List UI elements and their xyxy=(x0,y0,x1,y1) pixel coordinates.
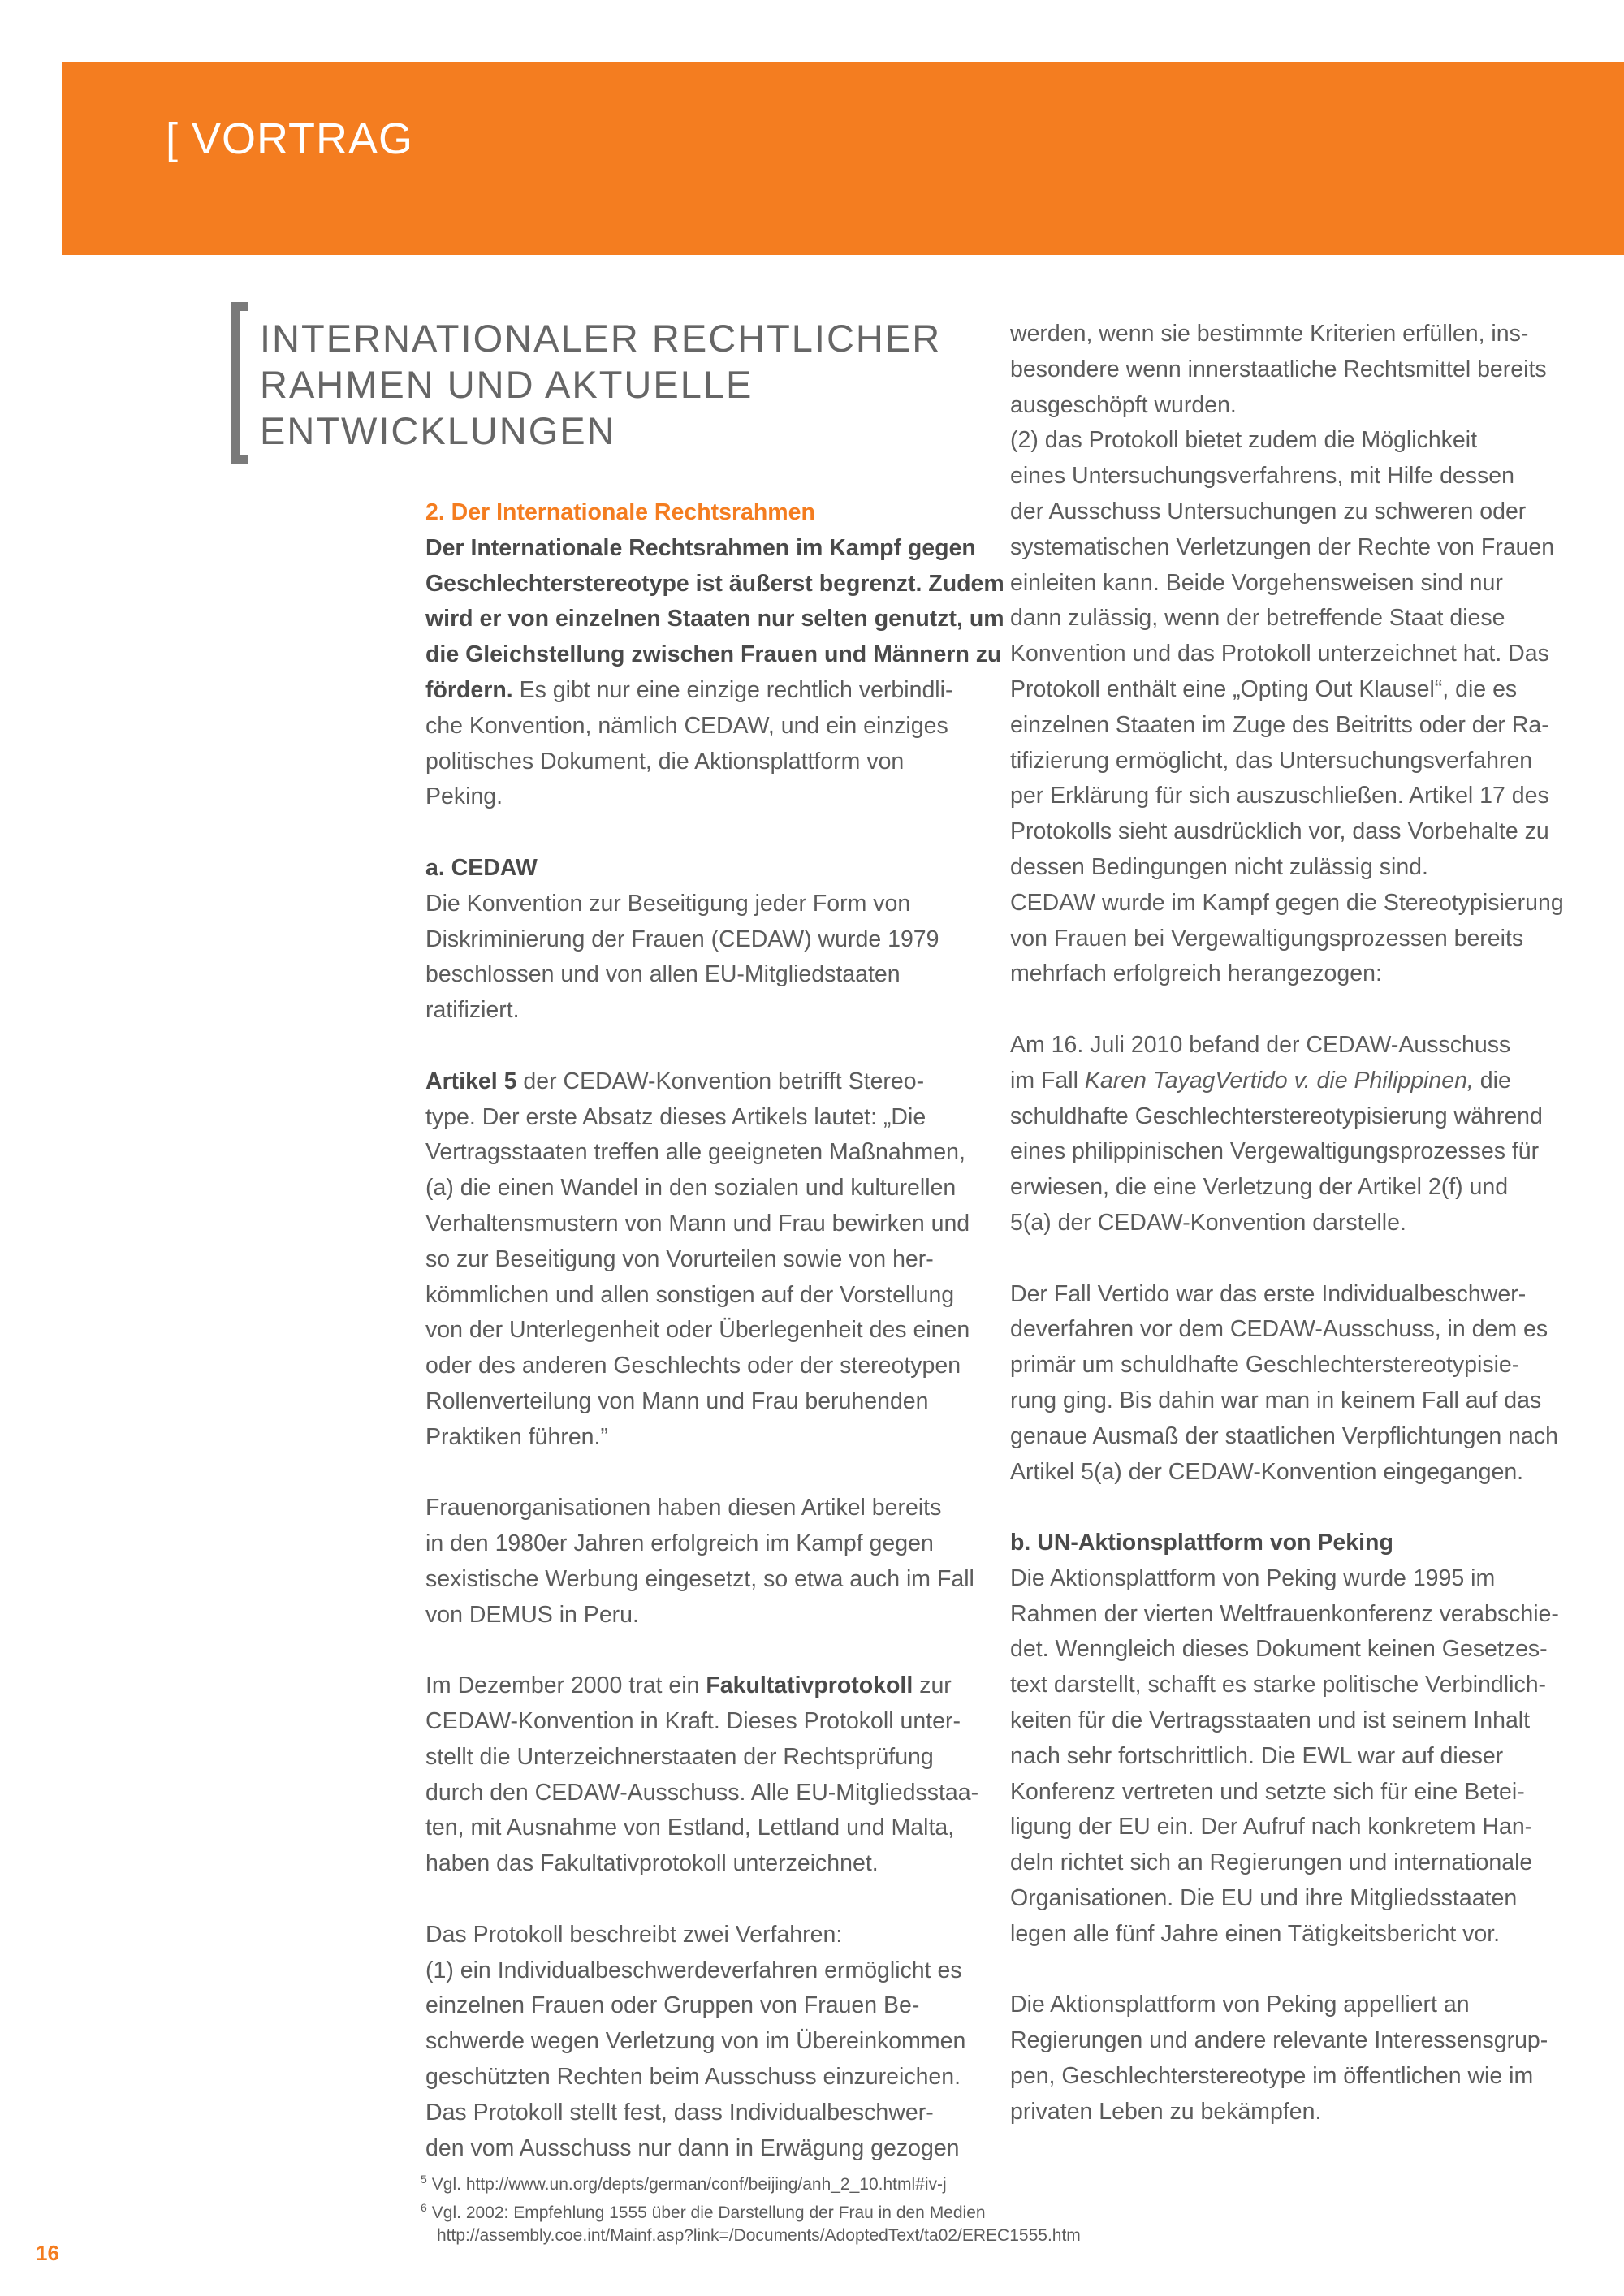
text-line: durch den CEDAW-Ausschuss. Alle EU-Mitgliedsstaa- xyxy=(425,1779,979,1806)
section-title-line: ENTWICKLUNGEN xyxy=(260,409,616,452)
text-line: Der Fall Vertido war das erste Individualbeschwer- xyxy=(1010,1280,1527,1307)
text-line: (a) die einen Wandel in den sozialen und kulturellen xyxy=(425,1175,957,1202)
text-line: haben das Fakultativprotokoll unterzeichnet. xyxy=(425,1850,879,1877)
text-line: Das Protokoll stellt fest, dass Individualbeschwer- xyxy=(425,2099,934,2126)
text-line: geschützten Rechten beim Ausschuss einzureichen. xyxy=(425,2064,961,2091)
text-line: Vertragsstaaten treffen alle geeigneten Maßnahmen, xyxy=(425,1139,965,1166)
text-line: tifizierung ermöglicht, das Untersuchungsverfahren xyxy=(1010,747,1533,774)
text-line: Frauenorganisationen haben diesen Artikel bereits xyxy=(425,1495,942,1521)
text-line: det. Wenngleich dieses Dokument keinen Gesetzes- xyxy=(1010,1636,1548,1663)
footnotes xyxy=(421,2168,1233,2247)
women-orgs-paragraph xyxy=(425,1491,986,1633)
text-line: werden, wenn sie bestimmte Kriterien erfüllen, ins- xyxy=(1010,321,1529,347)
text-line: rung ging. Bis dahin war man in keinem Fall auf das xyxy=(1010,1387,1542,1413)
text-line: zur xyxy=(913,1672,952,1699)
right-column xyxy=(1010,317,1579,2130)
text-line: stellt die Unterzeichnerstaaten der Rechtsprüfung xyxy=(425,1743,934,1770)
peking-paragraph xyxy=(1010,1561,1579,1953)
text-line: eines Untersuchungsverfahrens, mit Hilfe dessen xyxy=(1010,463,1514,490)
text-line: im Fall xyxy=(1010,1067,1085,1094)
text-line: nach sehr fortschrittlich. Die EWL war auf dieser xyxy=(1010,1742,1504,1769)
text-line: mehrfach erfolgreich herangezogen: xyxy=(1010,960,1382,987)
text-line: der Ausschuss Untersuchungen zu schweren oder xyxy=(1010,498,1527,524)
text-line: Der Internationale Rechtsrahmen im Kampf gegen xyxy=(425,534,976,561)
subsection-heading: 2. Der Internationale Rechtsrahmen xyxy=(425,499,815,525)
text-line: Organisationen. Die EU und ihre Mitgliedsstaaten xyxy=(1010,1885,1518,1912)
text-line: ligung der EU ein. Der Aufruf nach konkretem Han- xyxy=(1010,1814,1533,1841)
text-line: Verhaltensmustern von Mann und Frau bewirken und xyxy=(425,1210,970,1236)
text-line: type. Der erste Absatz dieses Artikels lautet: „Die xyxy=(425,1103,926,1130)
text-line: besondere wenn innerstaatliche Rechtsmittel bereits xyxy=(1010,356,1547,382)
text-line: privaten Leben zu bekämpfen. xyxy=(1010,2098,1322,2125)
text-line: einzelnen Staaten im Zuge des Beitritts oder der Ra- xyxy=(1010,711,1549,738)
protocol-procedures-paragraph xyxy=(425,1918,986,2167)
footnote-6 xyxy=(421,2196,1233,2225)
text-line: kömmlichen und allen sonstigen auf der Vorstellung xyxy=(425,1281,955,1308)
text-line: ratifiziert. xyxy=(425,997,520,1024)
footnote-mark: 6 xyxy=(421,2201,427,2214)
text-line: sexistische Werbung eingesetzt, so etwa auch im Fall xyxy=(425,1565,974,1592)
protocol-continued-paragraph xyxy=(1010,317,1579,992)
footnote-5 xyxy=(421,2168,1233,2196)
text-line: dann zulässig, wenn der betreffende Staat diese xyxy=(1010,605,1505,632)
text-line: Geschlechterstereotype ist äußerst begrenzt. Zudem xyxy=(425,570,1004,597)
text-line: einleiten kann. Beide Vorgehensweisen sind nur xyxy=(1010,569,1503,596)
text-line: (2) das Protokoll bietet zudem die Möglichkeit xyxy=(1010,427,1478,454)
text-line: per Erklärung für sich auszuschließen. Artikel 17 des xyxy=(1010,783,1549,809)
text-line: Regierungen und andere relevante Interessensgrup- xyxy=(1010,2027,1548,2054)
text-line: deverfahren vor dem CEDAW-Ausschuss, in dem es xyxy=(1010,1316,1548,1343)
text-line: text darstellt, schafft es starke politische Verbindlich- xyxy=(1010,1672,1547,1698)
intro-paragraph xyxy=(425,531,1004,815)
text-line: genaue Ausmaß der staatlichen Verpflichtungen nach xyxy=(1010,1422,1558,1449)
text-line: von der Unterlegenheit oder Überlegenheit des einen xyxy=(425,1317,970,1344)
footnote-text: Vgl. 2002: Empfehlung 1555 über die Darstellung der Frau in den Medien xyxy=(431,2203,986,2222)
text-line: systematischen Verletzungen der Rechte von Frauen xyxy=(1010,533,1555,560)
footnote-6-url xyxy=(421,2225,1233,2247)
text-line: Artikel 5(a) der CEDAW-Konvention eingegangen. xyxy=(1010,1458,1524,1485)
text-line: schuldhafte Geschlechterstereotypisierung während xyxy=(1010,1103,1543,1129)
text-line: von DEMUS in Peru. xyxy=(425,1601,639,1628)
vertido-first-paragraph xyxy=(1010,1277,1579,1491)
text-line: schwerde wegen Verletzung von im Übereinkommen xyxy=(425,2028,966,2055)
text-line: Protokoll enthält eine „Opting Out Klausel“, die es xyxy=(1010,675,1518,702)
footnote-mark: 5 xyxy=(421,2173,427,2186)
appeal-paragraph xyxy=(1010,1987,1579,2130)
text-line: che Konvention, nämlich CEDAW, und ein einziges xyxy=(425,712,948,739)
text-line: Karen TayagVertido v. die Philippinen, xyxy=(1084,1067,1474,1094)
title-bracket-icon xyxy=(231,302,248,464)
text-line: Rahmen der vierten Weltfrauenkonferenz verabschie- xyxy=(1010,1600,1559,1627)
text-line: (1) ein Individualbeschwerdeverfahren ermöglicht es xyxy=(425,1957,962,1983)
text-line: deln richtet sich an Regierungen und internationale xyxy=(1010,1849,1533,1876)
section-title-line: RAHMEN UND AKTUELLE xyxy=(260,363,754,406)
text-line: legen alle fünf Jahre einen Tätigkeitsbericht vor. xyxy=(1010,1920,1501,1947)
text-line: Es gibt nur eine einzige rechtlich verbindli- xyxy=(512,676,953,703)
header-label: [ VORTRAG xyxy=(166,114,414,163)
text-line: Die Konvention zur Beseitigung jeder Form von xyxy=(425,890,911,917)
text-line: Im Dezember 2000 trat ein xyxy=(425,1672,706,1699)
text-line: Die Aktionsplattform von Peking wurde 1995 im xyxy=(1010,1564,1496,1591)
text-line: keiten für die Vertragsstaaten und ist seinem Inhalt xyxy=(1010,1707,1531,1734)
text-line: erwiesen, die eine Verletzung der Artikel 2(f) und xyxy=(1010,1174,1509,1201)
text-line: Konvention und das Protokoll unterzeichnet hat. Das xyxy=(1010,641,1549,667)
section-title xyxy=(260,315,974,454)
footnote-link[interactable]: Vgl. http://www.un.org/depts/german/conf/beijing/anh_2_10.html#iv-j xyxy=(431,2175,947,2194)
text-line: beschlossen und von allen EU-Mitgliedstaaten xyxy=(425,961,901,988)
text-line: einzelnen Frauen oder Gruppen von Frauen Be- xyxy=(425,1992,920,2019)
vertido-case-paragraph xyxy=(1010,1028,1579,1241)
text-line: dessen Bedingungen nicht zulässig sind. xyxy=(1010,853,1428,880)
text-line: Praktiken führen.” xyxy=(425,1423,608,1450)
text-line: Rollenverteilung von Mann und Frau beruhenden xyxy=(425,1388,929,1414)
article5-paragraph xyxy=(425,1064,986,1456)
text-line: in den 1980er Jahren erfolgreich im Kampf gegen xyxy=(425,1530,934,1557)
text-line: Artikel 5 xyxy=(425,1068,517,1094)
optional-protocol-paragraph xyxy=(425,1668,986,1882)
text-line: Die Aktionsplattform von Peking appelliert an xyxy=(1010,1992,1470,2018)
page-number: 16 xyxy=(36,2241,59,2265)
text-line: die xyxy=(1473,1067,1511,1094)
cedaw-paragraph xyxy=(425,887,986,1029)
text-line: Das Protokoll beschreibt zwei Verfahren: xyxy=(425,1921,843,1948)
text-line: eines philippinischen Vergewaltigungsprozesses für xyxy=(1010,1138,1540,1165)
text-line: fördern. xyxy=(425,676,513,703)
text-line: den vom Ausschuss nur dann in Erwägung gezogen xyxy=(425,2134,960,2161)
text-line: Diskriminierung der Frauen (CEDAW) wurde 1979 xyxy=(425,926,939,952)
section-title-line: INTERNATIONALER RECHTLICHER xyxy=(260,317,942,360)
text-line: ausgeschöpft wurden. xyxy=(1010,391,1237,418)
text-line: so zur Beseitigung von Vorurteilen sowie von her- xyxy=(425,1245,934,1272)
text-line: Konferenz vertreten und setzte sich für eine Betei- xyxy=(1010,1778,1525,1805)
text-line: pen, Geschlechterstereotype im öffentlichen wie im xyxy=(1010,2063,1534,2090)
text-line: die Gleichstellung zwischen Frauen und Männern zu xyxy=(425,641,1002,668)
peking-heading: b. UN-Aktionsplattform von Peking xyxy=(1010,1530,1393,1556)
footnote-link[interactable]: http://assembly.coe.int/Mainf.asp?link=/Documents/AdoptedText/ta02/EREC1555.htm xyxy=(437,2226,1081,2245)
text-line: oder des anderen Geschlechts oder der stereotypen xyxy=(425,1353,961,1379)
text-line: Am 16. Juli 2010 befand der CEDAW-Ausschuss xyxy=(1010,1031,1511,1058)
text-line: Protokolls sieht ausdrücklich vor, dass Vorbehalte zu xyxy=(1010,818,1549,845)
text-line: CEDAW wurde im Kampf gegen die Stereotypisierung xyxy=(1010,889,1564,916)
text-line: Fakultativprotokoll xyxy=(706,1672,914,1699)
text-line: von Frauen bei Vergewaltigungsprozessen bereits xyxy=(1010,925,1524,952)
text-line: primär um schuldhafte Geschlechterstereotypisie- xyxy=(1010,1352,1520,1379)
text-line: 5(a) der CEDAW-Konvention darstelle. xyxy=(1010,1209,1406,1236)
text-line: CEDAW-Konvention in Kraft. Dieses Protokoll unter- xyxy=(425,1708,961,1735)
text-line: ten, mit Ausnahme von Estland, Lettland und Malta, xyxy=(425,1815,955,1841)
cedaw-heading: a. CEDAW xyxy=(425,854,538,881)
text-line: der CEDAW-Konvention betrifft Stereo- xyxy=(516,1068,925,1094)
text-line: politisches Dokument, die Aktionsplattform von xyxy=(425,748,905,775)
text-line: Peking. xyxy=(425,783,503,810)
text-line: wird er von einzelnen Staaten nur selten genutzt, um xyxy=(425,606,1004,632)
left-column xyxy=(425,495,1004,2166)
